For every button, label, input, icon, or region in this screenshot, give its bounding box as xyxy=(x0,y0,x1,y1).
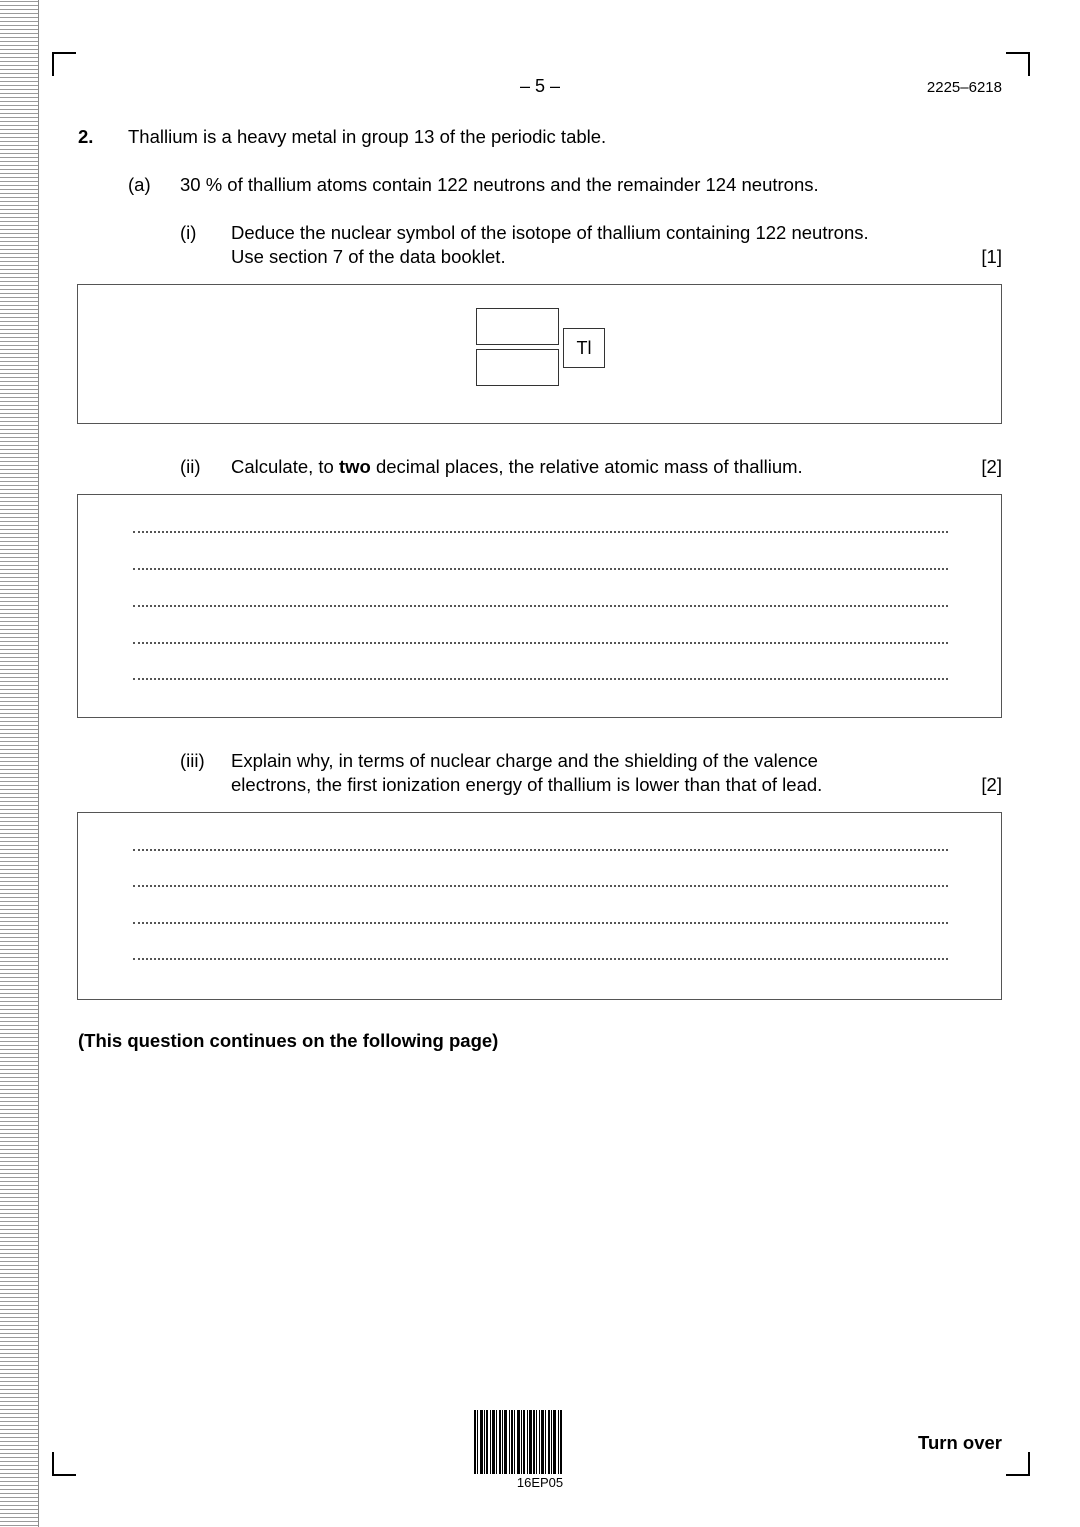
part-a-text: 30 % of thallium atoms contain 122 neutrons and the remainder 124 neutrons. xyxy=(180,174,819,195)
question-stem: Thallium is a heavy metal in group 13 of the periodic table. xyxy=(128,126,607,147)
part-ii-text-before: Calculate, to xyxy=(231,456,339,477)
answer-line xyxy=(133,849,948,851)
part-i-marks: [1] xyxy=(981,246,1002,267)
paper-code: 2225–6218 xyxy=(926,79,1002,96)
part-ii-text xyxy=(231,455,803,479)
answer-line xyxy=(133,568,948,570)
answer-box-ii[interactable] xyxy=(77,494,1002,718)
part-a-label: (a) xyxy=(128,174,151,195)
crop-mark-bottom-left xyxy=(52,1452,76,1476)
part-iii-label: (iii) xyxy=(180,750,205,771)
answer-box-iii[interactable] xyxy=(77,812,1002,1000)
part-ii-text-bold: two xyxy=(338,456,371,477)
atomic-number-box[interactable] xyxy=(476,349,559,386)
crop-mark-top-right xyxy=(1006,52,1030,76)
element-symbol: Tl xyxy=(576,338,592,358)
question-number: 2. xyxy=(78,126,94,147)
part-iii-marks: [2] xyxy=(981,774,1002,795)
part-ii-label: (ii) xyxy=(180,456,201,477)
part-i-label: (i) xyxy=(180,222,197,243)
crop-mark-top-left xyxy=(52,52,76,76)
answer-line xyxy=(133,678,948,680)
answer-line xyxy=(133,958,948,960)
mass-number-box[interactable] xyxy=(476,308,559,345)
barcode-text: 16EP05 xyxy=(516,1475,564,1490)
answer-line xyxy=(133,531,948,533)
crop-mark-bottom-right xyxy=(1006,1452,1030,1476)
page-number: – 5 – xyxy=(519,76,561,96)
part-ii-marks: [2] xyxy=(981,456,1002,477)
binding-strip xyxy=(0,0,39,1527)
barcode xyxy=(474,1410,606,1474)
answer-line xyxy=(133,642,948,644)
part-iii-line2: electrons, the first ionization energy of thallium is lower than that of lead. xyxy=(231,774,823,795)
answer-line xyxy=(133,885,948,887)
element-symbol-box xyxy=(563,328,605,368)
answer-line xyxy=(133,605,948,607)
part-i-line1: Deduce the nuclear symbol of the isotope of thallium containing 122 neutrons. xyxy=(231,222,869,243)
continues-note: (This question continues on the following page) xyxy=(78,1030,499,1051)
part-iii-line1: Explain why, in terms of nuclear charge and the shielding of the valence xyxy=(231,750,818,771)
turn-over: Turn over xyxy=(918,1432,1002,1453)
part-i-line2: Use section 7 of the data booklet. xyxy=(231,246,506,267)
answer-line xyxy=(133,922,948,924)
answer-box-i[interactable] xyxy=(77,284,1002,424)
part-ii-text-after: decimal places, the relative atomic mass of thallium. xyxy=(370,456,803,477)
